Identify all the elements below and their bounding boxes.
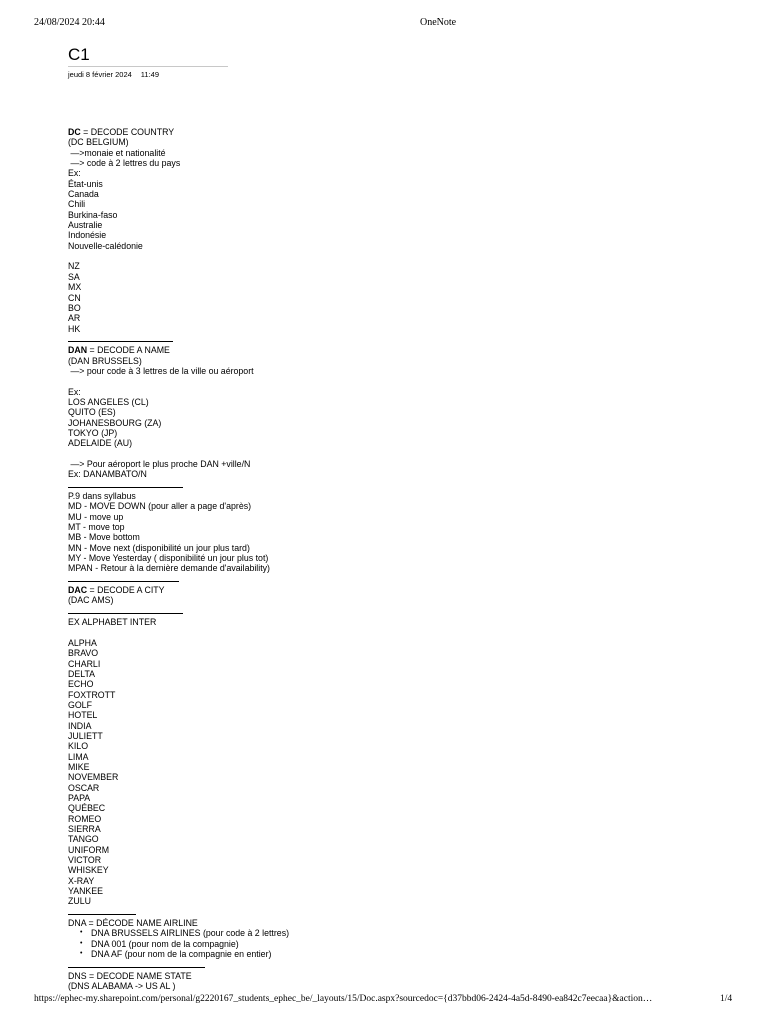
dc-line: Chili (68, 199, 86, 210)
separator-line (68, 960, 205, 968)
alphabet-word: DELTA (68, 668, 96, 679)
dan-example: QUITO (ES) (68, 407, 116, 418)
alphabet-word: TANGO (68, 834, 99, 845)
dac-heading (68, 585, 728, 595)
alphabet-word: ROMEO (68, 813, 102, 824)
alphabet-word: JULIETT (68, 730, 103, 741)
dc-line: Indonésie (68, 230, 107, 241)
alphabet-word: FOXTROTT (68, 689, 116, 700)
alphabet-word: INDIA (68, 720, 92, 731)
dc-codes (68, 261, 728, 333)
alphabet-word: MIKE (68, 761, 90, 772)
dan-line: (DAN BRUSSELS) (68, 355, 142, 366)
move-line: MD - MOVE DOWN (pour aller a page d'après) (68, 501, 252, 512)
print-app-name: OneNote (420, 17, 457, 28)
alphabet-title: EX ALPHABET INTER (68, 617, 157, 628)
alphabet-word: OSCAR (68, 782, 100, 793)
dc-definition: = DECODE COUNTRY (80, 127, 175, 137)
separator-line (68, 480, 183, 488)
alphabet-word: NOVEMBER (68, 772, 119, 783)
dan-example: TOKYO (JP) (68, 427, 118, 438)
alphabet-word: UNIFORM (68, 844, 110, 855)
print-footer (0, 994, 768, 1008)
dna-title: DNA = DÉCODE NAME AIRLINE (68, 918, 198, 929)
alphabet-word: BRAVO (68, 648, 99, 659)
dan-nearest: —> Pour aéroport le plus proche DAN +ville/N (68, 459, 251, 469)
note-body[interactable] (68, 127, 728, 992)
separator-line (68, 606, 183, 614)
dna-bullet-list (68, 928, 728, 959)
print-url: https://ephec-my.sharepoint.com/personal/g2220167_students_ephec_be/_layouts/15/Doc.aspx?sourcedoc={d37bbd06-2424-4a5d-8490-ea842c7eecaa}&action… (34, 994, 653, 1004)
dan-example: Ex: (68, 386, 81, 397)
print-date: 24/08/2024 20:44 (34, 17, 105, 28)
page-time: 11:49 (140, 70, 160, 79)
alphabet-word: CHARLI (68, 658, 101, 669)
move-line: P.9 dans syllabus (68, 491, 136, 502)
alphabet-word: VICTOR (68, 855, 102, 866)
dc-line: Burkina-faso (68, 209, 118, 220)
alphabet-word: SIERRA (68, 824, 101, 835)
page-timestamp (68, 70, 159, 79)
move-line: MU - move up (68, 511, 124, 522)
alphabet-word: ECHO (68, 679, 94, 690)
dc-abbr: DC (68, 127, 81, 137)
dc-line: État-unis (68, 178, 103, 189)
separator-line (68, 574, 179, 582)
dan-line: —> pour code à 3 lettres de la ville ou aéroport (68, 365, 254, 376)
dns-line: (DNS ALABAMA -> US AL ) (68, 981, 176, 992)
dna-bullet: • DNA BRUSSELS AIRLINES (pour code à 2 lettres) (80, 928, 728, 938)
page-date: jeudi 8 février 2024 (68, 70, 132, 79)
dan-definition: = DECODE A NAME (87, 345, 170, 356)
dan-abbr: DAN (68, 345, 88, 356)
alphabet-word: PAPA (68, 793, 91, 803)
dc-code: MX (68, 282, 82, 293)
dc-code: NZ (68, 261, 80, 272)
dc-code: AR (68, 313, 81, 324)
dan-nearest: Ex: DANAMBATO/N (68, 469, 147, 480)
alphabet-word: ALPHA (68, 637, 97, 648)
dc-line: —> code à 2 lettres du pays (68, 158, 181, 169)
separator-line (68, 907, 136, 915)
alphabet-word: QUÉBEC (68, 803, 106, 814)
blank-line (68, 251, 728, 261)
alphabet-word: WHISKEY (68, 865, 109, 876)
dc-code: CN (68, 292, 81, 303)
move-line: MY - Move Yesterday ( disponibilité un jour plus tot) (68, 553, 269, 564)
print-header (0, 17, 768, 31)
alphabet-word: GOLF (68, 699, 92, 710)
alphabet-word: X-RAY (68, 875, 95, 886)
dc-lines (68, 137, 728, 251)
dan-example: LOS ANGELES (CL) (68, 396, 149, 407)
dc-line: Canada (68, 189, 99, 200)
dc-heading (68, 127, 728, 137)
dc-line: Australie (68, 220, 103, 231)
dan-heading (68, 345, 728, 355)
dna-bullet: • DNA 001 (pour nom de la compagnie) (80, 939, 728, 949)
dc-code: BO (68, 302, 81, 313)
alphabet-word: ZULU (68, 896, 91, 907)
blank-line (68, 628, 728, 638)
dc-line: Ex: (68, 168, 81, 179)
dc-code: SA (68, 271, 80, 282)
alphabet-word: YANKEE (68, 886, 104, 897)
dc-line: Nouvelle-calédonie (68, 240, 143, 251)
alphabet-word: LIMA (68, 751, 89, 762)
move-line: MPAN - Retour à la dernière demande d'availability) (68, 563, 270, 574)
blank-line (68, 449, 728, 459)
dac-abbr: DAC (68, 585, 88, 596)
alphabet-word: KILO (68, 741, 89, 752)
separator-line (68, 334, 173, 342)
move-commands (68, 491, 728, 574)
page-title[interactable]: C1 (68, 45, 228, 67)
dc-line: (DC BELGIUM) (68, 137, 129, 148)
move-line: MT - move top (68, 522, 125, 533)
dac-line: (DAC AMS) (68, 595, 114, 606)
dns-title: DNS = DECODE NAME STATE (68, 970, 192, 981)
alphabet-list (68, 638, 728, 907)
dc-line: —>monaie et nationalité (68, 147, 166, 158)
print-page-number: 1/4 (720, 994, 733, 1004)
alphabet-word: HOTEL (68, 710, 98, 721)
move-line: MB - Move bottom (68, 532, 140, 543)
dna-bullet: • DNA AF (pour nom de la compagnie en entier) (80, 949, 728, 959)
dac-definition: = DECODE A CITY (87, 585, 165, 596)
dan-example: JOHANESBOURG (ZA) (68, 417, 162, 428)
blank-line (68, 376, 728, 386)
dc-code: HK (68, 323, 81, 334)
dan-example: ADELAIDE (AU) (68, 438, 133, 449)
move-line: MN - Move next (disponibilité un jour plus tard) (68, 542, 250, 553)
